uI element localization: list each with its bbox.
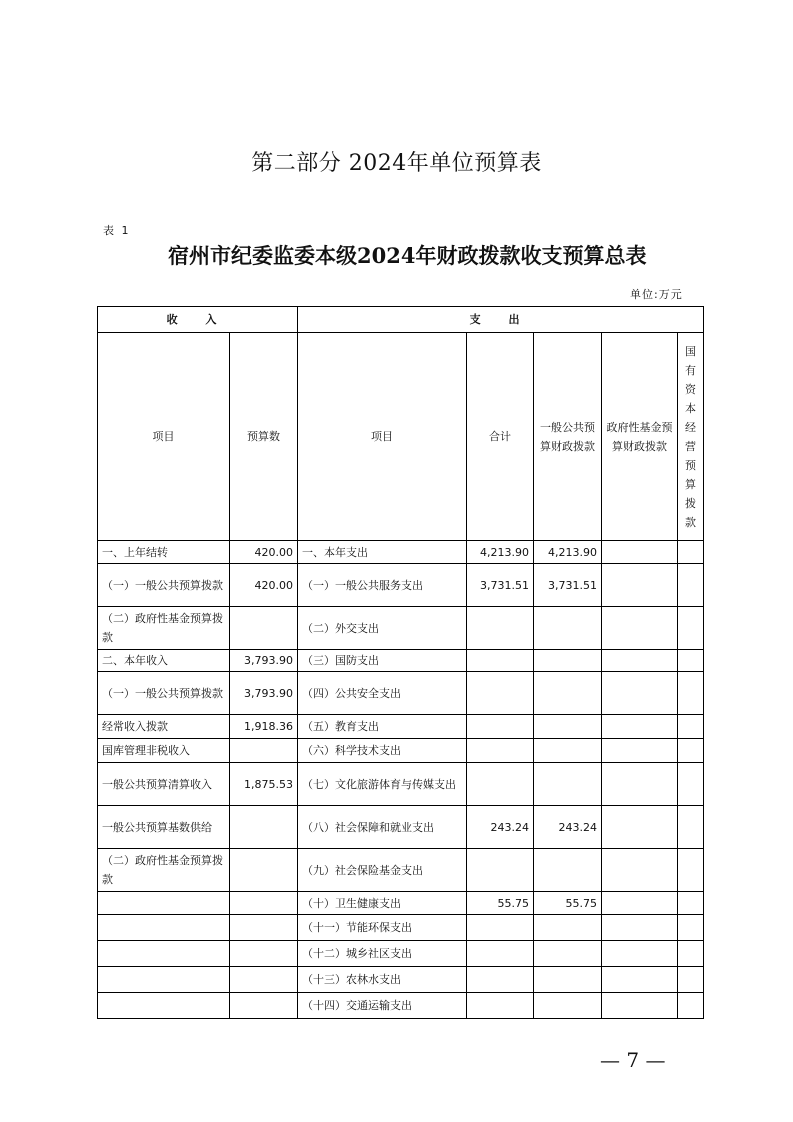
gov-fund-cell	[602, 763, 678, 806]
gov-fund-cell	[602, 541, 678, 564]
income-item-cell	[98, 967, 230, 993]
general-public-cell	[534, 993, 602, 1019]
table-row	[98, 967, 704, 993]
general-public-header: 一般公共预算财政拨款	[534, 333, 602, 541]
table-row	[98, 941, 704, 967]
unit-label: 单位:万元	[630, 288, 683, 301]
gov-fund-cell	[602, 849, 678, 892]
page-number: — 7 —	[600, 1048, 666, 1072]
gov-fund-cell	[602, 715, 678, 739]
total-cell	[467, 763, 534, 806]
income-amount-cell	[230, 849, 298, 892]
gov-fund-cell	[602, 915, 678, 941]
gov-fund-cell	[602, 739, 678, 763]
total-cell	[467, 993, 534, 1019]
state-capital-cell	[678, 739, 704, 763]
general-public-cell	[534, 715, 602, 739]
income-amount-cell: 3,793.90	[230, 672, 298, 715]
general-public-cell: 243.24	[534, 806, 602, 849]
general-public-cell	[534, 672, 602, 715]
income-item-cell: 经常收入拨款	[98, 715, 230, 739]
income-amount-cell: 1,918.36	[230, 715, 298, 739]
gov-fund-cell	[602, 806, 678, 849]
table-row	[98, 715, 704, 739]
expense-item-cell: （十四）交通运输支出	[298, 993, 467, 1019]
income-item-cell	[98, 993, 230, 1019]
general-public-cell: 55.75	[534, 892, 602, 915]
state-capital-cell	[678, 763, 704, 806]
state-capital-cell	[678, 715, 704, 739]
general-public-cell	[534, 849, 602, 892]
table-row	[98, 564, 704, 607]
state-capital-cell	[678, 892, 704, 915]
general-public-cell	[534, 967, 602, 993]
income-item-cell	[98, 892, 230, 915]
total-cell	[467, 607, 534, 650]
state-capital-cell	[678, 541, 704, 564]
expense-item-cell: 一、本年支出	[298, 541, 467, 564]
expense-item-cell: （二）外交支出	[298, 607, 467, 650]
total-cell	[467, 849, 534, 892]
total-cell	[467, 915, 534, 941]
income-item-cell: 二、本年收入	[98, 650, 230, 672]
state-capital-cell	[678, 672, 704, 715]
state-capital-cell	[678, 607, 704, 650]
income-amount-cell: 420.00	[230, 541, 298, 564]
general-public-cell	[534, 739, 602, 763]
state-capital-cell	[678, 806, 704, 849]
gov-fund-cell	[602, 672, 678, 715]
budget-table	[97, 306, 704, 1019]
table-row	[98, 806, 704, 849]
general-public-cell	[534, 763, 602, 806]
general-public-cell	[534, 915, 602, 941]
total-cell: 55.75	[467, 892, 534, 915]
general-public-cell	[534, 607, 602, 650]
total-cell	[467, 967, 534, 993]
state-capital-cell	[678, 650, 704, 672]
income-amount-cell: 3,793.90	[230, 650, 298, 672]
income-item-cell: 一般公共预算清算收入	[98, 763, 230, 806]
table-row	[98, 849, 704, 892]
expense-item-header: 项目	[298, 333, 467, 541]
income-amount-cell	[230, 607, 298, 650]
total-cell	[467, 941, 534, 967]
income-amount-header: 预算数	[230, 333, 298, 541]
state-capital-cell	[678, 915, 704, 941]
expense-item-cell: （七）文化旅游体育与传媒支出	[298, 763, 467, 806]
general-public-cell	[534, 941, 602, 967]
expense-item-cell: （八）社会保障和就业支出	[298, 806, 467, 849]
table-row	[98, 607, 704, 650]
income-amount-cell	[230, 941, 298, 967]
total-cell: 3,731.51	[467, 564, 534, 607]
income-item-cell	[98, 915, 230, 941]
general-public-cell	[534, 650, 602, 672]
total-cell	[467, 715, 534, 739]
expense-item-cell: （十三）农林水支出	[298, 967, 467, 993]
total-cell	[467, 739, 534, 763]
total-cell: 243.24	[467, 806, 534, 849]
income-amount-cell	[230, 892, 298, 915]
gov-fund-cell	[602, 967, 678, 993]
state-capital-cell	[678, 967, 704, 993]
income-item-cell	[98, 941, 230, 967]
table-row	[98, 672, 704, 715]
income-amount-cell: 1,875.53	[230, 763, 298, 806]
gov-fund-cell	[602, 941, 678, 967]
table-row	[98, 763, 704, 806]
income-item-cell: （二）政府性基金预算拨款	[98, 849, 230, 892]
income-amount-cell	[230, 967, 298, 993]
total-cell: 4,213.90	[467, 541, 534, 564]
gov-fund-cell	[602, 650, 678, 672]
table-row	[98, 892, 704, 915]
gov-fund-cell	[602, 993, 678, 1019]
table-row	[98, 739, 704, 763]
gov-fund-cell	[602, 892, 678, 915]
state-capital-cell	[678, 993, 704, 1019]
income-amount-cell: 420.00	[230, 564, 298, 607]
table-header-row	[98, 307, 704, 333]
total-cell	[467, 650, 534, 672]
income-amount-cell	[230, 806, 298, 849]
expense-item-cell: （九）社会保险基金支出	[298, 849, 467, 892]
gov-fund-cell	[602, 564, 678, 607]
table-row	[98, 915, 704, 941]
state-capital-header: 国有资本经营预算拨款	[678, 333, 704, 541]
expense-item-cell: （十一）节能环保支出	[298, 915, 467, 941]
income-item-cell: （二）政府性基金预算拨款	[98, 607, 230, 650]
expense-item-cell: （十）卫生健康支出	[298, 892, 467, 915]
table-title: 宿州市纪委监委本级2024年财政拨款收支预算总表	[168, 243, 647, 268]
table-row	[98, 993, 704, 1019]
expense-item-cell: （一）一般公共服务支出	[298, 564, 467, 607]
table-row	[98, 650, 704, 672]
income-item-header: 项目	[98, 333, 230, 541]
expense-header: 支 出	[298, 307, 704, 333]
table-number: 表 1	[103, 224, 131, 237]
expense-item-cell: （四）公共安全支出	[298, 672, 467, 715]
gov-fund-header: 政府性基金预算财政拨款	[602, 333, 678, 541]
state-capital-cell	[678, 564, 704, 607]
state-capital-cell	[678, 849, 704, 892]
total-cell	[467, 672, 534, 715]
income-amount-cell	[230, 993, 298, 1019]
state-capital-cell	[678, 941, 704, 967]
income-amount-cell	[230, 739, 298, 763]
general-public-cell: 4,213.90	[534, 541, 602, 564]
total-header: 合计	[467, 333, 534, 541]
general-public-cell: 3,731.51	[534, 564, 602, 607]
part-title: 第二部分 2024年单位预算表	[251, 151, 542, 176]
income-item-cell: 一般公共预算基数供给	[98, 806, 230, 849]
column-header-row	[98, 333, 704, 541]
expense-item-cell: （十二）城乡社区支出	[298, 941, 467, 967]
income-amount-cell	[230, 915, 298, 941]
income-item-cell: 国库管理非税收入	[98, 739, 230, 763]
expense-item-cell: （五）教育支出	[298, 715, 467, 739]
expense-item-cell: （三）国防支出	[298, 650, 467, 672]
income-header: 收 入	[98, 307, 298, 333]
income-item-cell: 一、上年结转	[98, 541, 230, 564]
expense-item-cell: （六）科学技术支出	[298, 739, 467, 763]
income-item-cell: （一）一般公共预算拨款	[98, 672, 230, 715]
gov-fund-cell	[602, 607, 678, 650]
table-row	[98, 541, 704, 564]
income-item-cell: （一）一般公共预算拨款	[98, 564, 230, 607]
